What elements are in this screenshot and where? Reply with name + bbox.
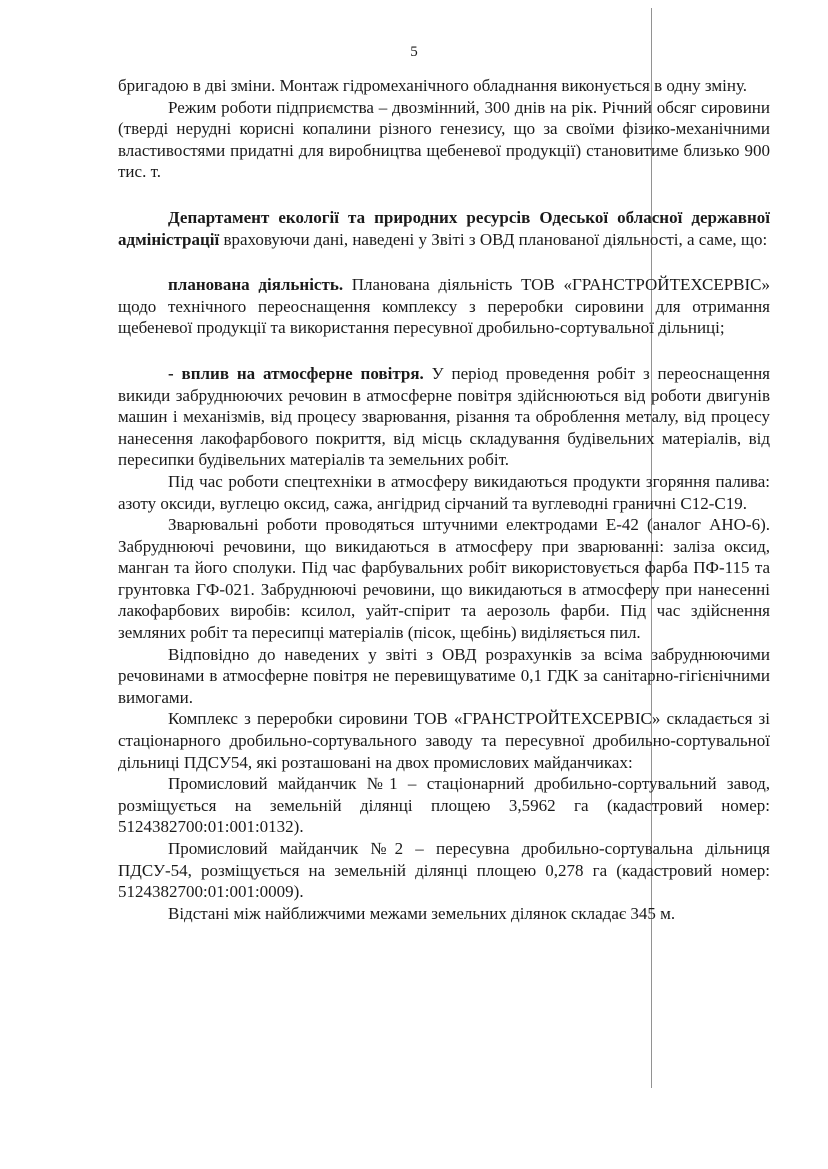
paragraph-4 — [118, 274, 770, 339]
paragraph-11: Промисловий майданчик №2 – пересувна дробильно-сортувальна дільниця ПДСУ-54, розміщується на земельній ділянці площею 0,278 га (кадастровий номер: 5124382700:01:001:0009). — [118, 839, 770, 902]
paragraph-12: Відстані між найближчими межами земельних ділянок складає 345 м. — [168, 903, 676, 923]
page-number: 5 — [410, 44, 418, 60]
paragraph-6: Під час роботи спецтехніки в атмосферу викидаються продукти згоряння палива: азоту оксиди, вуглецю оксид, сажа, ангідрид сірчаний та вуглеводні граничні С12-С19. — [118, 471, 770, 513]
air-impact-heading: - вплив на атмосферне повітря. — [168, 363, 424, 383]
planned-activity-heading: планована діяльність. — [168, 275, 344, 295]
document-body — [118, 75, 770, 924]
paragraph-9: Комплекс з переробки сировини ТОВ «ГРАНСТРОЙТЕХСЕРВІС» складається зі стаціонарного дробильно-сортувального заводу та пересувної дробильно-сортувальної дільниці ПДСУ54, які розташовані на двох промислових майданчиках: — [118, 709, 770, 772]
paragraph-5 — [118, 363, 770, 471]
department-name: Департамент екології та природних ресурсів Одеської обласної державної адміністрації — [118, 207, 770, 249]
paragraph-3-text: враховуючи дані, наведені у Звіті з ОВД планованої діяльності, а саме, що: — [219, 229, 768, 249]
paragraph-8: Відповідно до наведених у звіті з ОВД розрахунків за всіма забруднюючими речовинами в атмосферне повітря не перевищуватиме 0,1 ГДК за санітарно-гігієнічними вимогами. — [118, 644, 770, 707]
paragraph-7: Зварювальні роботи проводяться штучними електродами Е-42 (аналог АНО-6). Забруднюючі речовини, що викидаються в атмосферу при зварюванні: заліза оксид, манган та його сполуки. Під час фарбувальних робіт використовується фарба ПФ-115 та грунтовка ГФ-021. Забруднюючі речовини, що викидаються в атмосферу при нанесенні лакофарбових виробів: ксилол, уайт-спірит та аерозоль фарби. Під час здійснення земляних робіт та пересипці матеріалів (пісок, щебінь) виділяється пил. — [118, 515, 770, 643]
paragraph-10: Промисловий майданчик №1 – стаціонарний дробильно-сортувальний завод, розміщується на земельній ділянці площею 3,5962 га (кадастровий номер: 5124382700:01:001:0132). — [118, 774, 770, 837]
paragraph-3 — [118, 207, 770, 250]
paragraph-4-text: Планована діяльність ТОВ «ГРАНСТРОЙТЕХСЕРВІС» щодо технічного переоснащення комплексу з переробки сировини для отримання щебеневої продукції та використання пересувної дробильно-сортувальної дільниці; — [118, 275, 770, 338]
paragraph-2: Режим роботи підприємства – двозмінний, 300 днів на рік. Річний обсяг сировини (тверді нерудні корисні копалини різного генезису, що за своїми фізико-механічними властивостями придатні для виробництва щебеневої продукції) становитиме близько 900 тис. т. — [118, 97, 770, 182]
paragraph-1: бригадою в дві зміни. Монтаж гідромеханічного обладнання виконується в одну зміну. — [118, 76, 748, 95]
paragraph-5-text: У період проведення робіт з переоснащення викиди забруднюючих речовин в атмосферне повітря здійснюються від роботи двигунів машин і механізмів, від процесу зварювання, різання та оброблення металу, від процесу нанесення лакофарбового покриття, від місць складування будівельних матеріалів, від пересипки будівельних матеріалів та земельних робіт. — [118, 363, 771, 470]
